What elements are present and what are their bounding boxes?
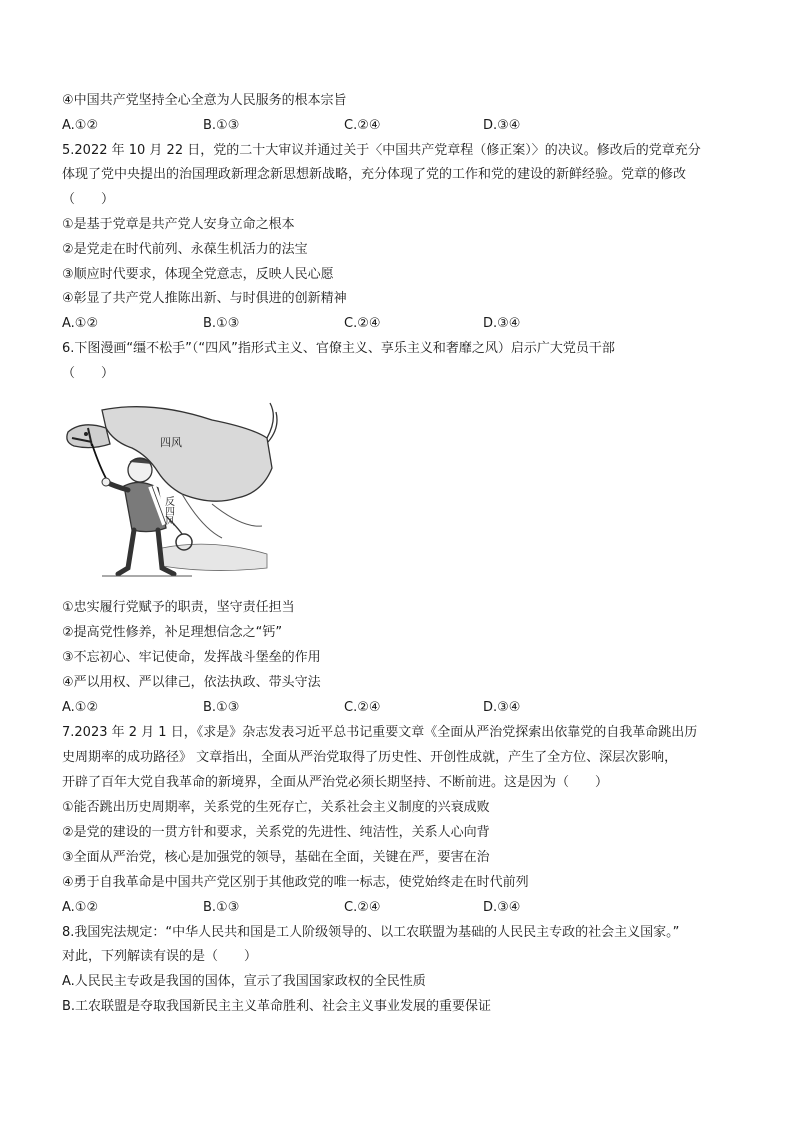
option-b[interactable]: B.①③	[203, 700, 240, 715]
option-b[interactable]: B.①③	[203, 316, 240, 331]
horse-label: 四风	[160, 436, 182, 449]
q6-item-4: ④严以用权、严以律己，依法执政、带头守法	[62, 675, 321, 690]
q5-options	[62, 315, 742, 333]
option-a[interactable]: A.①②	[62, 700, 99, 715]
option-c[interactable]: C.②④	[344, 316, 381, 331]
q6-item-3: ③不忘初心、牢记使命，发挥战斗堡垒的作用	[62, 650, 321, 665]
q7-item-1: ①能否跳出历史周期率，关系党的生死存亡，关系社会主义制度的兴衰成败	[62, 800, 490, 815]
option-d[interactable]: D.③④	[483, 118, 521, 133]
option-c[interactable]: C.②④	[344, 118, 381, 133]
q7-stem-line-3: 开辟了百年大党自我革命的新境界，全面从严治党必须长期坚持、不断前进。这是因为（ ）	[62, 775, 609, 790]
q8-stem-line-1: 8.我国宪法规定：“中华人民共和国是工人阶级领导的、以工农联盟为基础的人民民主专政的社会主义国家。”	[62, 925, 680, 940]
option-b[interactable]: B.①③	[203, 900, 240, 915]
q5-answer-blank: （ ）	[62, 192, 115, 207]
q7-item-3: ③全面从严治党，核心是加强党的领导，基础在全面，关键在严，要害在治	[62, 850, 490, 865]
q5-stem-line-1: 5.2022 年 10 月 22 日，党的二十大审议并通过关于〈中国共产党章程（修正案）〉的决议。修改后的党章充分	[62, 143, 701, 158]
q7-stem-line-2: 史周期率的成功路径》 文章指出，全面从严治党取得了历史性、开创性成就，产生了全方位、深层次影响，	[62, 750, 678, 765]
q8-option-a[interactable]: A.人民民主专政是我国的国体，宣示了我国国家政权的全民性质	[62, 974, 426, 989]
q6-item-2: ②提高党性修养，补足理想信念之“钙”	[62, 625, 283, 640]
q4-options	[62, 117, 742, 135]
man-label: 反四风	[162, 496, 174, 526]
option-c[interactable]: C.②④	[344, 900, 381, 915]
option-d[interactable]: D.③④	[483, 316, 521, 331]
q6-stem-line-1: 6.下图漫画“缰不松手”（“四风”指形式主义、官僚主义、享乐主义和奢靡之风）启示广大党员干部	[62, 341, 615, 356]
q7-stem-line-1: 7.2023 年 2 月 1 日，《求是》杂志发表习近平总书记重要文章《全面从严治党探索出依靠党的自我革命跳出历	[62, 725, 698, 740]
q6-answer-blank: （ ）	[62, 366, 115, 381]
option-a[interactable]: A.①②	[62, 316, 99, 331]
cartoon-image	[62, 398, 280, 584]
q7-item-2: ②是党的建设的一贯方针和要求，关系党的先进性、纯洁性，关系人心向背	[62, 825, 490, 840]
q5-item-4: ④彰显了共产党人推陈出新、与时俱进的创新精神	[62, 291, 347, 306]
q8-stem-line-2: 对此，下列解读有误的是（ ）	[62, 949, 258, 964]
q5-item-1: ①是基于党章是共产党人安身立命之根本	[62, 217, 295, 232]
q4-item-4: ④中国共产党坚持全心全意为人民服务的根本宗旨	[62, 93, 347, 108]
q8-option-b[interactable]: B.工农联盟是夺取我国新民主主义革命胜利、社会主义事业发展的重要保证	[62, 999, 492, 1014]
option-b[interactable]: B.①③	[203, 118, 240, 133]
q5-item-2: ②是党走在时代前列、永葆生机活力的法宝	[62, 242, 308, 257]
option-d[interactable]: D.③④	[483, 900, 521, 915]
q7-options	[62, 899, 742, 917]
q5-item-3: ③顺应时代要求，体现全党意志，反映人民心愿	[62, 267, 334, 282]
q5-stem-line-2: 体现了党中央提出的治国理政新理念新思想新战略，充分体现了党的工作和党的建设的新鲜经验。党章的修改	[62, 167, 687, 182]
option-c[interactable]: C.②④	[344, 700, 381, 715]
q6-options	[62, 699, 742, 717]
q6-item-1: ①忠实履行党赋予的职责，坚守责任担当	[62, 600, 295, 615]
q7-item-4: ④勇于自我革命是中国共产党区别于其他政党的唯一标志，使党始终走在时代前列	[62, 875, 529, 890]
option-a[interactable]: A.①②	[62, 900, 99, 915]
option-a[interactable]: A.①②	[62, 118, 99, 133]
option-d[interactable]: D.③④	[483, 700, 521, 715]
